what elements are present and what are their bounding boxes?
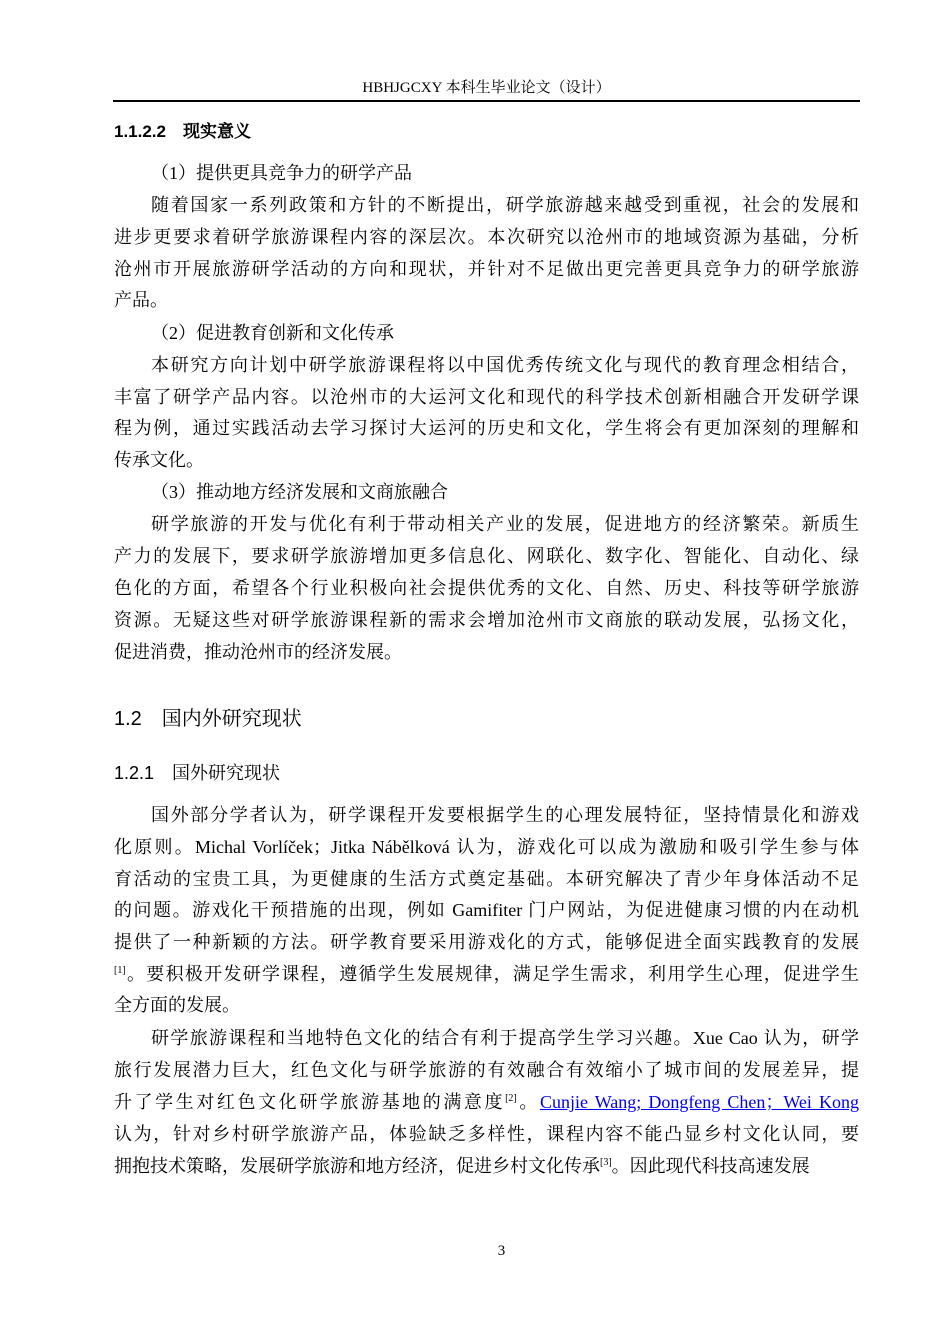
citation-ref[interactable]: [2] [505,1093,517,1104]
point-heading: （1）提供更具竞争力的研学产品 [151,163,412,183]
header-rule [113,100,860,102]
paragraph-line: 色化的方面，希望各个行业积极向社会提供优秀的文化、自然、历史、科技等研学旅游 [114,578,859,598]
paragraph-line: 沧州市开展旅游研学活动的方向和现状，并针对不足做出更完善更具竞争力的研学旅游 [114,259,859,279]
paragraph-line [114,963,859,985]
paragraph-line: 认为，针对乡村研学旅游产品，体验缺乏多样性，课程内容不能凸显乡村文化认同，要 [114,1124,859,1144]
paragraph-line: 研学旅游课程和当地特色文化的结合有利于提高学生学习兴趣。Xue Cao 认为，研学 [151,1028,859,1048]
paragraph-line: 资源。无疑这些对研学旅游课程新的需求会增加沧州市文商旅的联动发展，弘扬文化， [114,610,859,630]
citation-ref[interactable]: [1] [114,965,126,976]
paragraph-line: 程为例，通过实践活动去学习探讨大运河的历史和文化，学生将会有更加深刻的理解和 [114,418,859,438]
paragraph-line: 随着国家一系列政策和方针的不断提出，研学旅游越来越受到重视，社会的发展和 [151,195,859,215]
paragraph-line: 全方面的发展。 [114,995,240,1015]
paragraph-line [114,1091,859,1113]
paragraph-line: 研学旅游的开发与优化有利于带动相关产业的发展，促进地方的经济繁荣。新质生 [151,514,859,534]
running-header: HBHJGCXY 本科生毕业论文（设计） [362,80,611,96]
text-run: 升了学生对红色文化研学旅游基地的满意度 [114,1092,506,1112]
paragraph-line: 国外部分学者认为，研学课程开发要根据学生的心理发展特征，坚持情景化和游戏 [151,805,859,825]
author-link[interactable]: Cunjie Wang; Dongfeng Chen；Wei Kong [539,1092,859,1112]
paragraph-line: 丰富了研学产品内容。以沧州市的大运河文化和现代的科学技术创新相融合开发研学课 [114,387,859,407]
subsection-heading: 1.2.1 国外研究现状 [114,763,281,783]
chapter-heading: 1.2 国内外研究现状 [114,708,302,730]
paragraph-line: 的问题。游戏化干预措施的出现，例如 Gamifiter 门户网站，为促进健康习惯的内在动机 [114,900,859,920]
point-heading: （3）推动地方经济发展和文商旅融合 [151,482,448,502]
citation-ref[interactable]: [3] [600,1157,612,1168]
paragraph-line: 产力的发展下，要求研学旅游增加更多信息化、网联化、数字化、智能化、自动化、绿 [114,546,859,566]
paragraph-line: 育活动的宝贵工具，为更健康的生活方式奠定基础。本研究解决了青少年身体活动不足 [114,869,859,889]
paragraph-line: 传承文化。 [114,450,204,470]
text-run: 。因此现代科技高速发展 [611,1156,810,1176]
paragraph-line: 促进消费，推动沧州市的经济发展。 [114,642,402,662]
section-heading: 1.1.2.2 现实意义 [114,122,251,141]
paragraph-line: 提供了一种新颖的方法。研学教育要采用游戏化的方式，能够促进全面实践教育的发展 [114,932,859,952]
point-heading: （2）促进教育创新和文化传承 [151,323,394,343]
paragraph-line [114,1155,859,1177]
paragraph-line: 进步更要求着研学旅游课程内容的深层次。本次研究以沧州市的地域资源为基础，分析 [114,227,859,247]
page-number: 3 [497,1243,506,1259]
paragraph-line: 化原则。Michal Vorlíček；Jitka Nábělková 认为，游戏化可以成为激励和吸引学生参与体 [114,837,859,857]
paragraph-line: 产品。 [114,290,168,310]
paragraph-line: 旅行发展潜力巨大，红色文化与研学旅游的有效融合有效缩小了城市间的发展差异，提 [114,1060,859,1080]
text-run: 。要积极开发研学课程，遵循学生发展规律，满足学生需求，利用学生心理，促进学生 [125,964,859,984]
text-run: 。 [516,1092,540,1112]
paragraph-line: 本研究方向计划中研学旅游课程将以中国优秀传统文化与现代的教育理念相结合， [151,355,859,375]
text-run: 拥抱技术策略，发展研学旅游和地方经济，促进乡村文化传承 [114,1156,600,1176]
